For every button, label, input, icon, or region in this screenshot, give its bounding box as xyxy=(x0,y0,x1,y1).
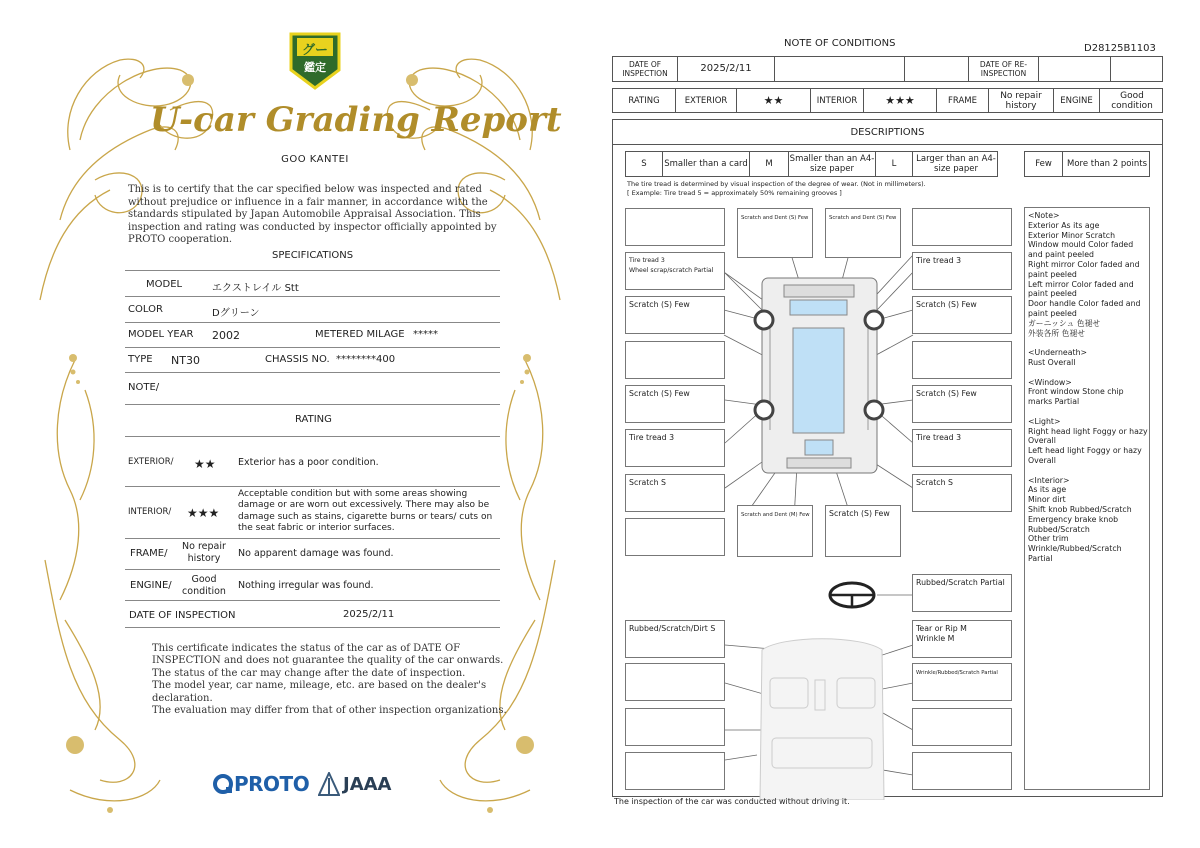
interior-damage-text: Tear or Rip M Wrinkle M xyxy=(916,624,967,643)
interior-description: Acceptable condition but with some areas showing damage or are worn out excessively. There may also be damage such as stains, cigarette burns or tears/ cuts on the seat fabric or interior surfaces. xyxy=(238,489,493,534)
steering-wheel-icon xyxy=(830,583,874,607)
frame-rating: No repair history xyxy=(989,89,1054,112)
legend-few-desc: More than 2 points xyxy=(1066,159,1147,169)
date-of-inspection-value: 2025/2/11 xyxy=(343,609,395,620)
interior-damage-box xyxy=(912,663,1012,701)
jaaa-logo-text: JAAA xyxy=(343,773,392,795)
exterior-damage-text: Scratch (S) Few xyxy=(916,300,977,309)
divider xyxy=(125,372,500,373)
rating-row xyxy=(612,88,1163,113)
exterior-damage-text: Tire tread 3 xyxy=(629,433,675,442)
engine-rating: Good condition xyxy=(1111,90,1153,111)
specifications-heading: SPECIFICATIONS xyxy=(272,250,354,261)
frame-header: FRAME xyxy=(937,89,989,112)
document-id: D28125B1103 xyxy=(1084,43,1156,54)
jaaa-logo xyxy=(318,771,392,797)
date-of-inspection-header: DATE OF INSPECTION xyxy=(613,57,678,81)
interior-diagram xyxy=(760,639,884,800)
exterior-damage-box xyxy=(912,252,1012,290)
legend-l-desc: Larger than an A4-size paper xyxy=(916,154,996,174)
interior-damage-box xyxy=(625,752,725,790)
exterior-damage-box xyxy=(737,208,813,258)
rating-header: RATING xyxy=(613,89,676,112)
divider xyxy=(125,600,500,601)
exterior-damage-box xyxy=(625,429,725,467)
engine-description: Nothing irregular was found. xyxy=(238,580,374,591)
exterior-damage-text: Scratch and Dent (S) Few xyxy=(741,215,809,221)
legend-few: Few xyxy=(1025,152,1063,176)
divider xyxy=(125,486,500,487)
notes-text: <Note> Exterior As its age Exterior Minor Scratch Window mould Color faded and paint peeled Right mirror Color faded and paint peeled Left mirror Color faded and paint peeled Door handle Color faded and paint peeled ガーニッシュ 色褪せ 外装各所 色褪せ <Underneath> Rust Overall <Window> Front window Stone chip marks Partial <Light> Right head light Foggy or hazy Overall Left head light Foggy or hazy Overall <Interior> As its age Minor dirt Shift knob Rubbed/Scratch Emergency brake knob Rubbed/Scratch Other trim Wrinkle/Rubbed/Scratch Partial xyxy=(1028,211,1148,563)
chassis-label: CHASSIS NO. xyxy=(265,354,330,365)
size-legend xyxy=(625,151,998,177)
engine-value: Good condition xyxy=(182,574,226,597)
interior-damage-box xyxy=(912,574,1012,612)
exterior-damage-box xyxy=(912,341,1012,379)
exterior-damage-box xyxy=(625,296,725,334)
date-of-reinspection-header: DATE OF RE-INSPECTION xyxy=(969,57,1039,81)
type-label: TYPE xyxy=(128,354,153,365)
exterior-stars: ★★ xyxy=(194,457,216,471)
legend-l: L xyxy=(876,152,913,176)
interior-damage-box xyxy=(625,620,725,658)
exterior-description: Exterior has a poor condition. xyxy=(238,457,379,468)
certify-paragraph: This is to certify that the car specified below was inspected and rated without prejudice or influence in a fair manner, in accordance with the standards stipulated by Japan Automobile Appraisal Association. This inspection and rating was conducted by inspector officially appointed by PROTO cooperation. xyxy=(128,184,497,245)
interior-damage-text: Wrinkle/Rubbed/Scratch Partial xyxy=(916,670,998,676)
divider xyxy=(125,322,500,323)
exterior-label: EXTERIOR/ xyxy=(128,457,174,467)
divider xyxy=(125,270,500,271)
proto-mark-icon xyxy=(212,773,234,795)
exterior-header: EXTERIOR xyxy=(676,89,737,112)
exterior-damage-box xyxy=(912,208,1012,246)
interior-rating: ★★★ xyxy=(864,89,937,112)
exterior-damage-box xyxy=(912,474,1012,512)
metered-milage-label: METERED MILAGE xyxy=(315,329,405,340)
few-legend xyxy=(1024,151,1150,177)
frame-value: No repair history xyxy=(182,541,226,564)
tread-example: [ Example: Tire tread 5 = approximately 50% remaining grooves ] xyxy=(627,189,842,197)
exterior-rating: ★★ xyxy=(737,89,811,112)
tread-note: The tire tread is determined by visual inspection of the degree of wear. (Not in millimeters). xyxy=(627,180,926,188)
disclaimer-line: The model year, car name, mileage, etc. are based on the dealer's xyxy=(152,680,487,692)
divider xyxy=(125,347,500,348)
certificate-subtitle: GOO KANTEI xyxy=(281,154,349,165)
exterior-damage-text: Tire tread 3 Wheel scrap/scratch Partial xyxy=(629,257,714,274)
note-label: NOTE/ xyxy=(128,382,160,393)
model-year-value: 2002 xyxy=(212,329,240,342)
interior-damage-box xyxy=(625,663,725,701)
jaaa-mark-icon xyxy=(318,772,340,796)
interior-label: INTERIOR/ xyxy=(128,507,172,517)
exterior-damage-text: Scratch S xyxy=(916,478,953,487)
engine-label: ENGINE/ xyxy=(130,580,172,591)
legend-s: S xyxy=(626,152,663,176)
legend-s-desc: Smaller than a card xyxy=(663,152,750,176)
notes-panel xyxy=(1024,207,1150,790)
exterior-damage-text: Scratch (S) Few xyxy=(829,509,890,518)
legend-m-desc: Smaller than an A4-size paper xyxy=(789,154,875,174)
interior-damage-box xyxy=(625,708,725,746)
disclaimer xyxy=(152,643,507,717)
date-of-inspection-cell: 2025/2/11 xyxy=(678,57,775,81)
exterior-damage-text: Scratch and Dent (M) Few xyxy=(741,512,810,518)
exterior-damage-text: Scratch (S) Few xyxy=(629,389,690,398)
exterior-damage-text: Tire tread 3 xyxy=(916,256,962,265)
exterior-damage-text: Scratch (S) Few xyxy=(916,389,977,398)
disclaimer-line: This certificate indicates the status of the car as of DATE OF xyxy=(152,643,461,654)
certificate-title: U-car Grading Report xyxy=(150,100,562,140)
engine-header: ENGINE xyxy=(1054,89,1100,112)
exterior-damage-box xyxy=(625,252,725,290)
interior-damage-box xyxy=(912,752,1012,790)
interior-damage-text: Rubbed/Scratch Partial xyxy=(916,578,1005,587)
interior-damage-text: Rubbed/Scratch/Dirt S xyxy=(629,624,716,633)
interior-damage-box xyxy=(912,708,1012,746)
badge-text-goo: グー xyxy=(301,43,328,58)
divider xyxy=(125,627,500,628)
empty-cell xyxy=(1111,57,1164,81)
footer-note: The inspection of the car was conducted without driving it. xyxy=(614,797,850,806)
disclaimer-line: The evaluation may differ from that of other inspection organizations. xyxy=(152,705,507,717)
divider xyxy=(125,296,500,297)
empty-cell xyxy=(775,57,905,81)
color-value: Dグリーン xyxy=(212,308,260,319)
exterior-damage-text: Scratch S xyxy=(629,478,666,487)
divider xyxy=(125,404,500,405)
model-label: MODEL xyxy=(146,279,183,290)
exterior-damage-box xyxy=(737,505,813,557)
interior-damage-box xyxy=(912,620,1012,658)
interior-header: INTERIOR xyxy=(811,89,864,112)
divider xyxy=(125,569,500,570)
chassis-value: ********400 xyxy=(336,354,396,365)
exterior-damage-text: Scratch (S) Few xyxy=(629,300,690,309)
descriptions-heading: DESCRIPTIONS xyxy=(613,120,1162,145)
exterior-damage-text: Tire tread 3 xyxy=(916,433,962,442)
disclaimer-line: INSPECTION and does not guarantee the quality of the car onwards. xyxy=(152,655,504,667)
exterior-damage-box xyxy=(625,385,725,423)
type-value: NT30 xyxy=(171,354,200,367)
proto-logo-text: PROTO xyxy=(234,772,310,796)
model-value: エクストレイル Stt xyxy=(212,283,299,294)
model-year-label: MODEL YEAR xyxy=(128,329,194,340)
car-top-view xyxy=(762,278,877,473)
divider xyxy=(125,436,500,437)
frame-description: No apparent damage was found. xyxy=(238,548,394,559)
goo-kantei-badge-logo xyxy=(288,30,342,92)
exterior-damage-box xyxy=(825,208,901,258)
date-of-inspection-label: DATE OF INSPECTION xyxy=(129,610,236,621)
color-label: COLOR xyxy=(128,304,163,315)
legend-m: M xyxy=(750,152,789,176)
interior-stars: ★★★ xyxy=(187,506,220,520)
empty-cell xyxy=(905,57,969,81)
exterior-damage-box xyxy=(625,474,725,512)
exterior-damage-box xyxy=(625,518,725,556)
proto-logo xyxy=(212,771,309,797)
frame-label: FRAME/ xyxy=(130,548,168,559)
exterior-damage-box xyxy=(825,505,901,557)
rating-heading: RATING xyxy=(295,414,332,425)
exterior-damage-box xyxy=(912,296,1012,334)
badge-text-kantei: 鑑定 xyxy=(304,61,326,74)
empty-cell xyxy=(1039,57,1111,81)
inspection-date-row xyxy=(612,56,1163,82)
exterior-damage-box xyxy=(625,208,725,246)
metered-milage-value: ***** xyxy=(413,329,438,340)
divider xyxy=(125,538,500,539)
exterior-damage-box xyxy=(625,341,725,379)
exterior-damage-box xyxy=(912,429,1012,467)
exterior-damage-box xyxy=(912,385,1012,423)
sheet-title: NOTE OF CONDITIONS xyxy=(784,38,896,49)
disclaimer-line: The status of the car may change after the date of inspection. xyxy=(152,667,466,679)
exterior-damage-text: Scratch and Dent (S) Few xyxy=(829,215,897,221)
disclaimer-line: declaration. xyxy=(152,692,213,704)
